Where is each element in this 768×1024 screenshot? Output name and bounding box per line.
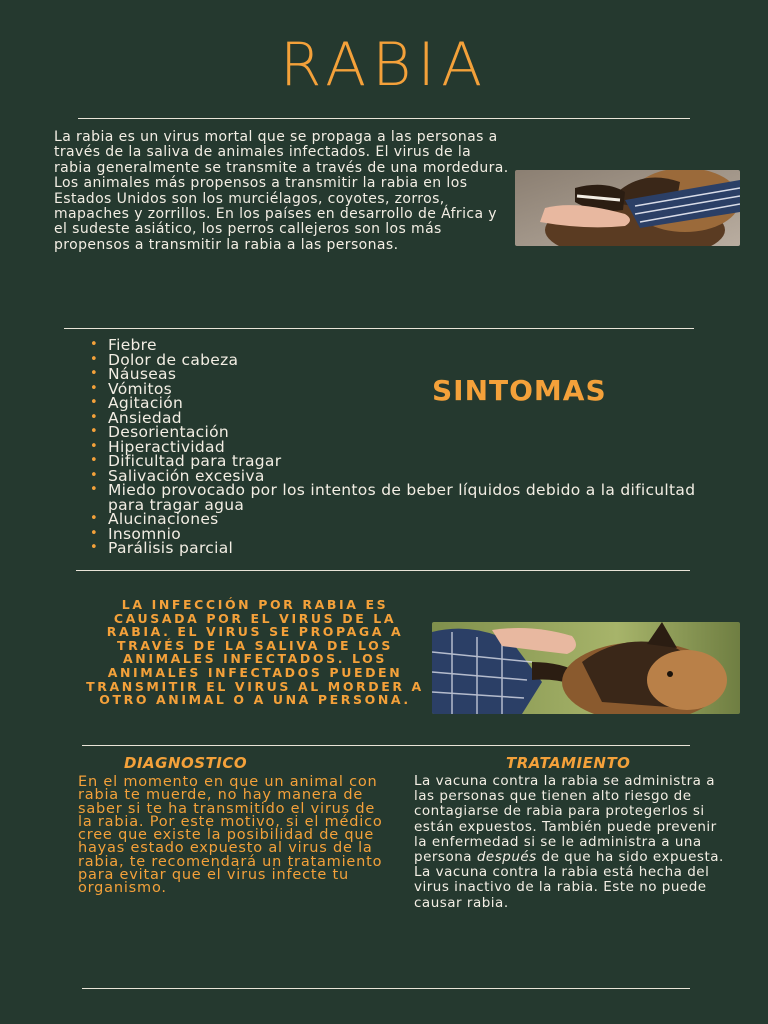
symptom-item: • Vómitos <box>88 382 708 397</box>
symptom-item: • Parálisis parcial <box>88 541 708 556</box>
divider-cause <box>82 745 690 746</box>
symptom-item: • Hiperactividad <box>88 440 708 455</box>
symptoms-heading: SINTOMAS <box>432 374 607 407</box>
symptom-item: • Agitación <box>88 396 708 411</box>
symptom-item: • Dificultad para tragar <box>88 454 708 469</box>
divider-symptoms <box>76 570 690 571</box>
divider-title <box>78 118 690 119</box>
intro-text <box>54 130 509 253</box>
symptom-item: • Miedo provocado por los intentos de beber líquidos debido a la dificultad para tragar agua <box>88 483 708 512</box>
divider-intro <box>64 328 694 329</box>
divider-bottom <box>82 988 690 989</box>
diagnosis-heading: DIAGNOSTICO <box>124 754 248 772</box>
aggressive-dog-image <box>432 622 740 714</box>
symptom-item: • Fiebre <box>88 338 708 353</box>
symptoms-list <box>88 338 708 556</box>
treatment-text-part-c: La vacuna contra la rabia está hecha del virus inactivo de la rabia. Este no puede causar rabia. <box>414 864 710 911</box>
treatment-text-part-a: La vacuna contra la rabia se administra a las personas que tienen alto riesgo de contagiarse de rabia para protegerlos si están expuestos. También puede prevenir la enfermedad si se le administra a una persona <box>414 773 717 866</box>
treatment-text-emphasis: después <box>476 849 537 866</box>
diagnosis-text: En el momento en que un animal con rabia te muerde, no hay manera de saber si te ha transmitido el virus de la rabia. Por este motivo, si el médico cree que existe la posibilidad de que hayas estado expuesto al virus de la rabia, te recomendará un tratamiento para evitar que el virus infecte tu organismo. <box>78 774 383 897</box>
aggressive-dog-photo <box>432 622 740 714</box>
symptom-item: • Salivación excesiva <box>88 469 708 484</box>
page-title: RABIA <box>279 30 489 100</box>
treatment-text-part-b: de que ha sido expuesta. <box>536 849 724 866</box>
symptom-item: • Ansiedad <box>88 411 708 426</box>
intro-paragraph-1: La rabia es un virus mortal que se propaga a las personas a través de la saliva de animales infectados. El virus de la rabia generalmente se transmite a través de una mordedura. <box>54 129 509 176</box>
dog-biting-hand-photo <box>515 170 740 246</box>
symptom-item: • Alucinaciones <box>88 512 708 527</box>
symptom-item: • Insomnio <box>88 527 708 542</box>
treatment-text <box>414 774 734 911</box>
symptom-item: • Náuseas <box>88 367 708 382</box>
dog-biting-hand-image <box>515 170 740 246</box>
symptom-item: • Desorientación <box>88 425 708 440</box>
intro-paragraph-2: Los animales más propensos a transmitir la rabia en los Estados Unidos son los murciélagos, coyotes, zorros, mapaches y zorrillos. En los países en desarrollo de África y el sudeste asiático, los perros callejeros son los más propensos a transmitir la rabia a las personas. <box>54 175 497 253</box>
treatment-heading: TRATAMIENTO <box>506 754 631 772</box>
symptom-item: • Dolor de cabeza <box>88 353 708 368</box>
cause-text: LA INFECCIÓN POR RABIA ES CAUSADA POR EL VIRUS DE LA RABIA. EL VIRUS SE PROPAGA A TRAVÉS DE LA SALIVA DE LOS ANIMALES INFECTADOS. LOS ANIMALES INFECTADOS PUEDEN TRANSMITIR EL VIRUS AL MORDER A OTRO ANIMAL O A UNA PERSONA. <box>86 597 424 708</box>
